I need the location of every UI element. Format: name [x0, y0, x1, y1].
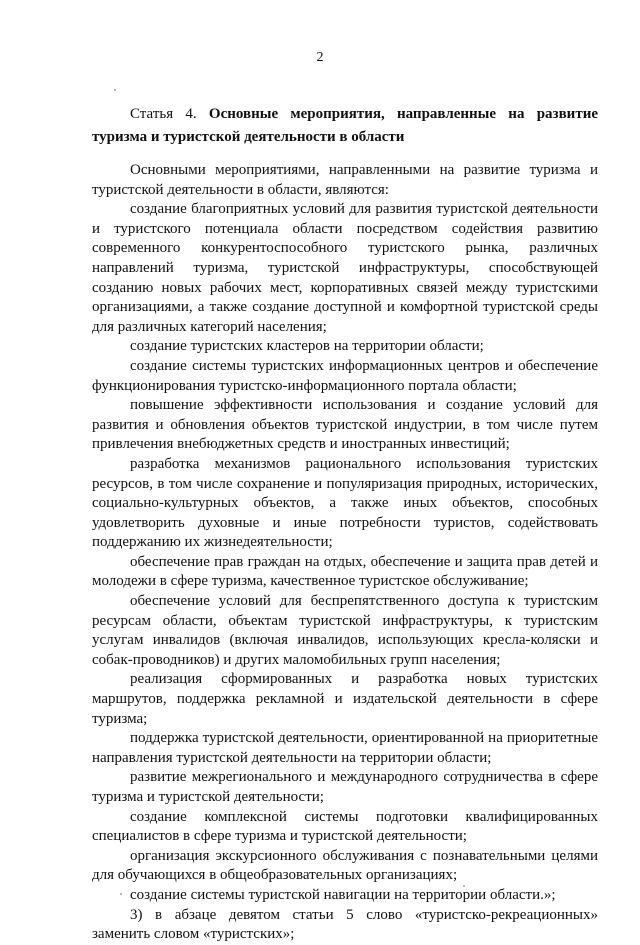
paragraph: создание туристских кластеров на территории области;: [130, 338, 484, 355]
paragraph: разработка механизмов рационального использования туристских ресурсов, в том числе сохранение и популяризация природных, исторических, социально-культурных объектов, а также иных объектов, способных удовлетворить духовные и иные потребности туристов, содействовать поддержанию их жизнедеятельности;: [92, 455, 598, 551]
scan-speck: [120, 893, 122, 895]
article-heading: [92, 103, 598, 149]
paragraph: создание благоприятных условий для развития туристской деятельности и туристского потенциала области посредством содействия развитию современного конкурентоспособного туристского рынка, различных направлений туризма, туристской инфраструктуры, способствующей созданию новых рабочих мест, корпоративных связей между туристскими организациями, а также создание доступной и комфортной туристской среды для различных категорий населения;: [92, 201, 598, 335]
page-number: 2: [316, 50, 324, 65]
paragraph: создание системы туристской навигации на территории области.»;: [130, 886, 556, 903]
paragraph: повышение эффективности использования и создание условий для развития и обновления объектов туристской индустрии, в том числе путем привлечения внебюджетных средств и иностранных инвестиций;: [92, 397, 598, 453]
scan-speck: [463, 885, 465, 887]
article-body: [92, 161, 598, 945]
paragraph: развитие межрегионального и международного сотрудничества в сфере туризма и туристской деятельности;: [92, 769, 598, 805]
paragraph: создание комплексной системы подготовки квалифицированных специалистов в сфере туризма и туристской деятельности;: [92, 808, 598, 845]
paragraph: обеспечение условий для беспрепятственного доступа к туристским ресурсам области, объектам туристской инфраструктуры, к туристским услугам инвалидов (включая инвалидов, использующих кресла-коляски и собак-проводников) и других маломобильных групп населения;: [92, 593, 598, 668]
paragraph: Основными мероприятиями, направленными на развитие туризма и туристской деятельности в области, являются:: [92, 162, 598, 198]
scan-speck: [114, 89, 116, 91]
paragraph: организация экскурсионного обслуживания с познавательными целями для обучающихся в общеобразовательных организациях;: [92, 847, 598, 884]
paragraph: создание системы туристских информационных центров и обеспечение функционирования туристско-информационного портала области;: [92, 357, 598, 394]
paragraph: 3) в абзаце девятом статьи 5 слово «туристско-рекреационных» заменить словом «туристских»;: [92, 906, 598, 943]
article-label: Статья 4.: [130, 106, 197, 122]
paragraph: поддержка туристской деятельности, ориентированной на приоритетные направления туристской деятельности на территории области;: [92, 730, 598, 766]
paragraph: обеспечение прав граждан на отдых, обеспечение и защита прав детей и молодежи в сфере туризма, качественное туристское обслуживание;: [92, 553, 598, 590]
article-title: Основные мероприятия, направленные на развитие туризма и туристской деятельности в области: [92, 106, 598, 145]
paragraph: реализация сформированных и разработка новых туристских маршрутов, поддержка рекламной и издательской деятельности в сфере туризма;: [92, 671, 598, 727]
